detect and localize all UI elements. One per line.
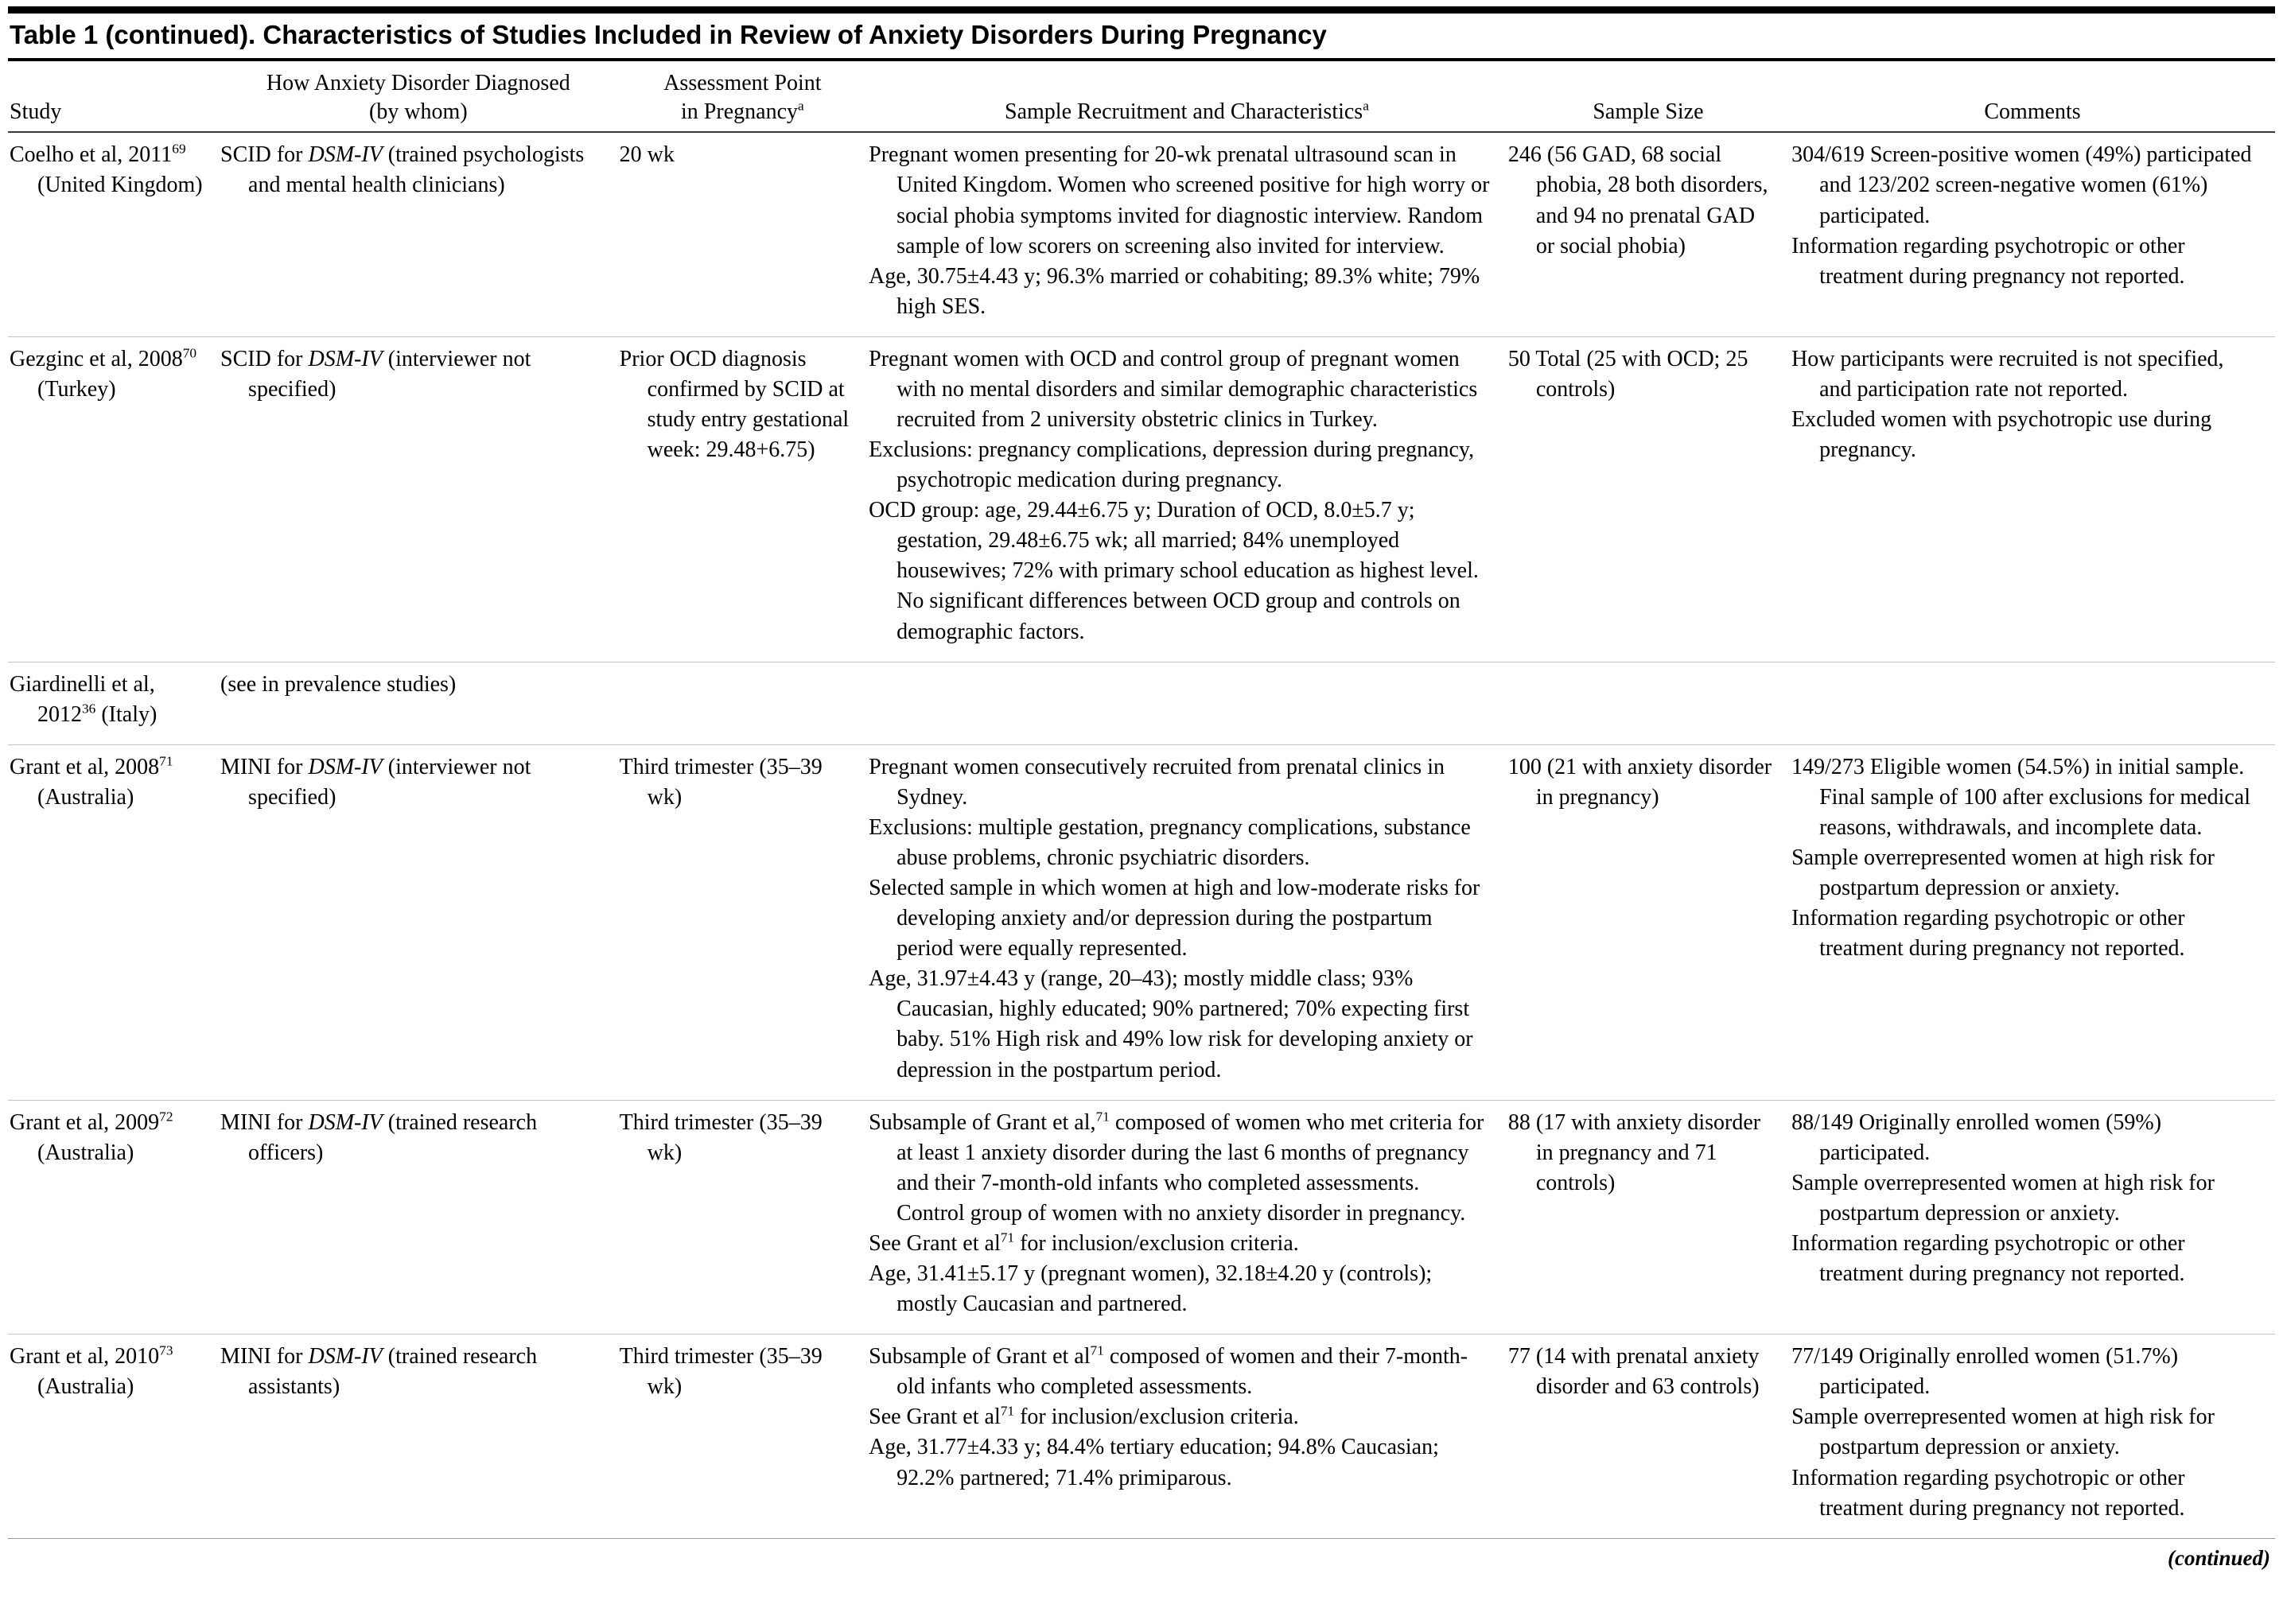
cell-paragraph: (see in prevalence studies) (220, 671, 457, 697)
cell-diagnosed (219, 1100, 618, 1335)
study-row (8, 336, 2275, 662)
studies-table (8, 61, 2275, 1539)
cell-paragraph: MINI for DSM-IV (trained research officers) (220, 1109, 538, 1165)
cell-paragraph: Grant et al, 2010$^{73}$ (Australia) (10, 1342, 173, 1400)
cell-paragraph: Selected sample in which women at high and low-moderate risks for developing anxiety and/or depression during the postpartum period were equally represented. (869, 876, 1480, 962)
cell-diagnosed (219, 662, 618, 744)
cell-study (8, 132, 219, 336)
cell-diagnosed (219, 744, 618, 1100)
table-header (8, 61, 2275, 133)
cell-paragraph: See Grant et $al^{71}$ for inclusion/exclusion criteria. (869, 1230, 1299, 1256)
cell-paragraph: Sample overrepresented women at high risk for postpartum depression or anxiety. (1791, 1404, 2215, 1460)
cell-comments (1790, 336, 2275, 662)
cell-paragraph: Exclusions: pregnancy complications, depression during pregnancy, psychotropic medication during pregnancy. (869, 437, 1475, 493)
cell-paragraph: 50 Total (25 with OCD; 25 controls) (1507, 346, 1748, 402)
cell-size (1507, 1335, 1790, 1538)
cell-comments (1790, 1335, 2275, 1538)
cell-sample (867, 336, 1507, 662)
column-header-sample: Sample Recruitment and Characteristics$^a$ (867, 61, 1507, 133)
cell-paragraph: Gezginc et al, 2008$^{70}$ (Turkey) (10, 345, 197, 402)
cell-assessment (618, 336, 867, 662)
cell-comments (1790, 744, 2275, 1100)
cell-paragraph: SCID for DSM-IV (interviewer not specified) (220, 346, 531, 402)
column-header-study: Study (8, 61, 219, 133)
cell-paragraph: Exclusions: multiple gestation, pregnancy complications, substance abuse problems, chronic psychiatric disorders. (869, 814, 1471, 871)
cell-paragraph: 149/273 Eligible women (54.5%) in initial sample. Final sample of 100 after exclusions for medical reasons, withdrawals, and incomplete data. (1791, 754, 2251, 840)
cell-paragraph: 88/149 Originally enrolled women (59%) participated. (1791, 1109, 2162, 1165)
cell-size (1507, 662, 1790, 744)
cell-study (8, 1335, 219, 1538)
header-row (8, 61, 2275, 133)
cell-paragraph: Third trimester (35–39 wk) (619, 1109, 823, 1165)
column-header-comments: Comments (1790, 61, 2275, 133)
cell-paragraph: Sample overrepresented women at high risk for postpartum depression or anxiety. (1791, 845, 2215, 901)
study-row (8, 132, 2275, 336)
cell-sample (867, 132, 1507, 336)
cell-assessment (618, 1100, 867, 1335)
cell-paragraph: SCID for DSM-IV (trained psychologists and mental health clinicians) (220, 142, 585, 198)
cell-diagnosed (219, 336, 618, 662)
cell-paragraph: 100 (21 with anxiety disorder in pregnancy) (1507, 754, 1772, 810)
cell-study (8, 744, 219, 1100)
cell-paragraph: Coelho et al, 2011$^{69}$ (United Kingdom) (10, 142, 203, 198)
cell-size (1507, 1100, 1790, 1335)
cell-paragraph: Excluded women with psychotropic use during pregnancy. (1791, 407, 2212, 463)
cell-paragraph: Information regarding psychotropic or other treatment during pregnancy not reported. (1791, 906, 2185, 962)
cell-paragraph: 88 (17 with anxiety disorder in pregnancy and 71 controls) (1507, 1109, 1761, 1195)
cell-paragraph: 77 (14 with prenatal anxiety disorder and 63 controls) (1507, 1344, 1760, 1400)
cell-paragraph: Age, 30.75±4.43 y; 96.3% married or cohabiting; 89.3% white; 79% high SES. (869, 263, 1480, 319)
study-row (8, 662, 2275, 744)
study-row (8, 744, 2275, 1100)
cell-paragraph: Information regarding psychotropic or other treatment during pregnancy not reported. (1791, 1230, 2185, 1287)
cell-assessment (618, 744, 867, 1100)
table-body (8, 132, 2275, 1538)
continued-note: (continued) (2167, 1545, 2270, 1570)
cell-comments (1790, 132, 2275, 336)
cell-paragraph: MINI for DSM-IV (trained research assistants) (220, 1344, 538, 1400)
cell-paragraph: Third trimester (35–39 wk) (619, 754, 823, 810)
cell-paragraph: Grant et al, 2009$^{72}$ (Australia) (10, 1109, 173, 1165)
cell-paragraph: Age, 31.77±4.33 y; 84.4% tertiary education; 94.8% Caucasian; 92.2% partnered; 71.4% primiparous. (869, 1435, 1439, 1490)
cell-sample (867, 1100, 1507, 1335)
cell-size (1507, 744, 1790, 1100)
cell-study (8, 336, 219, 662)
cell-study (8, 1100, 219, 1335)
cell-paragraph: OCD group: age, 29.44±6.75 y; Duration of OCD, 8.0±5.7 y; gestation, 29.48±6.75 wk; all married; 84% unemployed housewives; 72% with primary school education as highest level. No significant differences between OCD group and controls on demographic factors. (869, 498, 1479, 644)
cell-paragraph: Information regarding psychotropic or other treatment during pregnancy not reported. (1791, 233, 2185, 289)
cell-paragraph: Pregnant women with OCD and control group of pregnant women with no mental disorders and similar demographic characteristics recruited from 2 university obstetric clinics in Turkey. (869, 346, 1478, 432)
cell-paragraph: Third trimester (35–39 wk) (619, 1344, 823, 1400)
table-title: Table 1 (continued). Characteristics of Studies Included in Review of Anxiety Disorders During Pregnancy (10, 20, 1327, 49)
cell-sample (867, 744, 1507, 1100)
cell-assessment (618, 132, 867, 336)
column-header-size: Sample Size (1507, 61, 1790, 133)
cell-paragraph: 77/149 Originally enrolled women (51.7%) participated. (1791, 1344, 2179, 1400)
cell-paragraph: Sample overrepresented women at high risk for postpartum depression or anxiety. (1791, 1170, 2215, 1226)
cell-comments (1790, 662, 2275, 744)
study-row (8, 1335, 2275, 1538)
cell-size (1507, 132, 1790, 336)
cell-paragraph: Prior OCD diagnosis confirmed by SCID at study entry gestational week: 29.48+6.75) (619, 346, 850, 463)
cell-paragraph: Age, 31.97±4.43 y (range, 20–43); mostly middle class; 93% Caucasian, highly educated; 90% partnered; 70% expecting first baby. 51% High risk and 49% low risk for developing anxiety or depression in the postpartum period. (869, 966, 1473, 1082)
study-row (8, 1100, 2275, 1335)
cell-paragraph: 246 (56 GAD, 68 social phobia, 28 both disorders, and 94 no prenatal GAD or social phobia) (1507, 142, 1768, 258)
cell-assessment (618, 662, 867, 744)
cell-paragraph: Pregnant women consecutively recruited from prenatal clinics in Sydney. (869, 754, 1445, 810)
cell-paragraph: How participants were recruited is not specified, and participation rate not reported. (1791, 346, 2224, 402)
cell-paragraph: See Grant et $al^{71}$ for inclusion/exclusion criteria. (869, 1404, 1299, 1430)
cell-size (1507, 336, 1790, 662)
cell-paragraph: Subsample of Grant et al,$^{71}$ composed of women who met criteria for at least 1 anxiety disorder during the last 6 months of pregnancy and their 7-month-old infants who completed assessments. Control group of women with no anxiety disorder in pregnancy. (869, 1109, 1484, 1226)
cell-study (8, 662, 219, 744)
column-header-diagnosed: How Anxiety Disorder Diagnosed (by whom) (219, 61, 618, 133)
column-header-assessment: Assessment Point in Pregnancy$^a$ (618, 61, 867, 133)
cell-paragraph: Subsample of Grant et $al^{71}$ composed of women and their 7-month-old infants who completed assessments. (869, 1342, 1468, 1400)
cell-paragraph: Information regarding psychotropic or other treatment during pregnancy not reported. (1791, 1465, 2185, 1521)
cell-paragraph: Giardinelli et al, 2012$^{36}$ (Italy) (10, 671, 158, 727)
cell-comments (1790, 1100, 2275, 1335)
cell-diagnosed (219, 1335, 618, 1538)
cell-sample (867, 1335, 1507, 1538)
cell-paragraph: Grant et al, 2008$^{71}$ (Australia) (10, 753, 173, 810)
cell-paragraph: Pregnant women presenting for 20-wk prenatal ultrasound scan in United Kingdom. Women who screened positive for high worry or social phobia symptoms invited for diagnostic interview. Random sample of low scorers on screening also invited for interview. (869, 142, 1490, 258)
cell-paragraph: MINI for DSM-IV (interviewer not specified) (220, 754, 531, 810)
table-title-block (8, 6, 2275, 61)
cell-sample (867, 662, 1507, 744)
cell-assessment (618, 1335, 867, 1538)
cell-paragraph: 20 wk (619, 142, 675, 168)
cell-paragraph: 304/619 Screen-positive women (49%) participated and 123/202 screen-negative women (61%) participated. (1791, 142, 2252, 228)
cell-paragraph: Age, 31.41±5.17 y (pregnant women), 32.18±4.20 y (controls); mostly Caucasian and partnered. (869, 1261, 1433, 1317)
cell-diagnosed (219, 132, 618, 336)
